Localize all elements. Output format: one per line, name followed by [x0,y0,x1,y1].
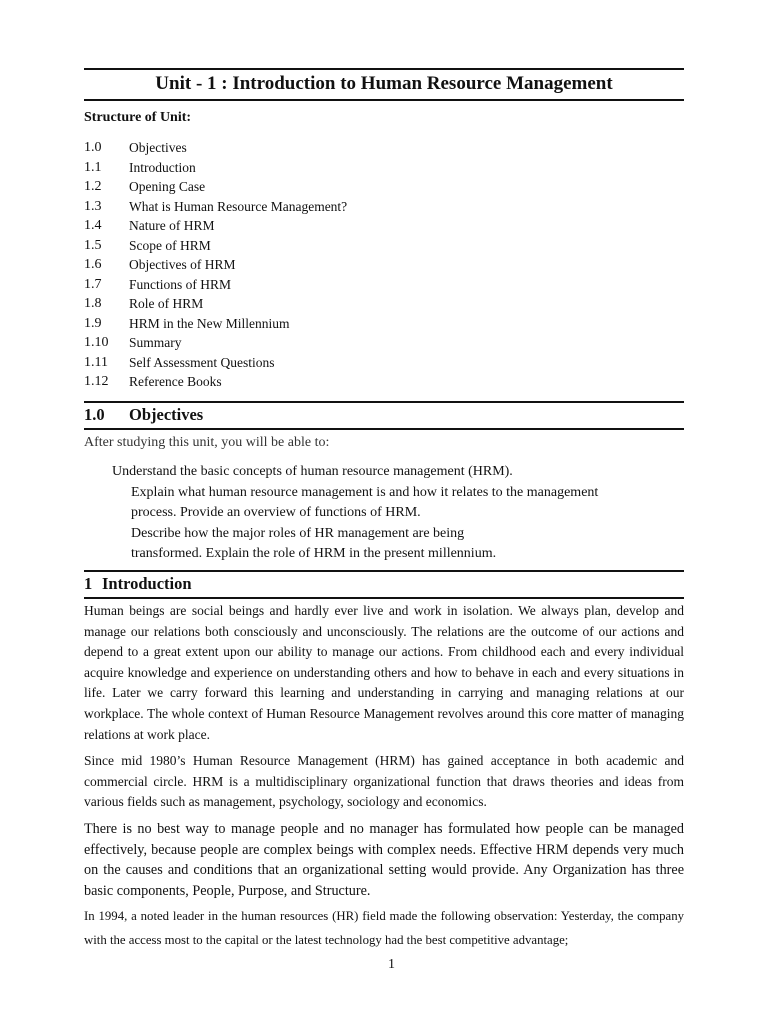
objective-line: Understand the basic concepts of human resource management (HRM). [112,464,513,479]
structure-item: 1.3 What is Human Resource Management? [84,198,348,214]
structure-item: 1.4 Nature of HRM [84,218,215,233]
structure-item: 1.11 Self Assessment Questions [84,354,275,370]
objectives-bottom-rule [84,428,684,430]
introduction-bottom-rule [84,597,684,599]
structure-item: 1.7 Functions of HRM [84,276,232,292]
structure-item: 1.6 Objectives of HRM [84,257,236,272]
intro-paragraph-3: There is no best way to manage people and no manager has formulated how people can be managed effectively, because people are complex beings with complex needs. Effective HRM depends very much on the causes and conditions that an organizational setting would provide. Any Organization has three basic components, People, Purpose, and Structure. [84,821,684,899]
structure-item: 1.0 Objectives [84,140,187,155]
objective-line: transformed. Explain the role of HRM in the present millennium. [131,546,497,561]
objective-line: Describe how the major roles of HR management are being [131,525,465,541]
structure-item: 1.2 Opening Case [84,179,206,194]
structure-item: 1.8 Role of HRM [84,296,204,311]
unit-title-block [84,68,684,101]
page-number: 1 [388,957,395,972]
intro-paragraph-1: Human beings are social beings and hardly ever live and work in isolation. We always plan, develop and manage our relations both consciously and unconsciously. The relations are the outcome of our actions and depend to a great extent upon our ability to manage our actions. From childhood each and every individual acquire knowledge and experience on understanding others and how to behave in each and every situations in life. Later we carry forward this learning and understanding in carrying and managing relations at our workplace. The whole context of Human Resource Management revolves around this core matter of managing relations at work place. [84,603,684,742]
structure-heading: Structure of Unit: [84,110,192,125]
title-bottom-rule [84,99,684,101]
objectives-title: Objectives [129,405,204,424]
objective-line: process. Provide an overview of functions of HRM. [131,505,421,520]
introduction-number: 1 [84,574,93,593]
structure-item: 1.5 Scope of HRM [84,237,211,253]
structure-item: 1.1 Introduction [84,159,196,175]
intro-paragraph-4: In 1994, a noted leader in the human resources (HR) field made the following observation: Yesterday, the company with the access most to the capital or the latest technology had the best competitive advantage; [84,909,684,947]
objectives-number: 1.0 [84,405,105,424]
structure-item: 1.12 Reference Books [84,374,222,389]
objectives-section-heading [84,401,684,430]
structure-item: 1.9 HRM in the New Millennium [84,315,290,331]
objectives-list [112,462,672,565]
introduction-title: Introduction [102,574,192,593]
objective-line: Explain what human resource management is and how it relates to the management [131,484,599,500]
intro-paragraph-2: Since mid 1980’s Human Resource Management (HRM) has gained acceptance in both academic and commercial circle. HRM is a multidisciplinary organizational function that draws theories and ideas from various fields such as management, psychology, sociology and economics. [84,753,684,810]
introduction-section-heading [84,570,684,599]
objectives-lead: After studying this unit, you will be able to: [84,435,330,450]
unit-title: Unit - 1 : Introduction to Human Resource Management [155,73,613,94]
structure-list [84,138,347,392]
structure-item: 1.10 Summary [84,335,182,350]
